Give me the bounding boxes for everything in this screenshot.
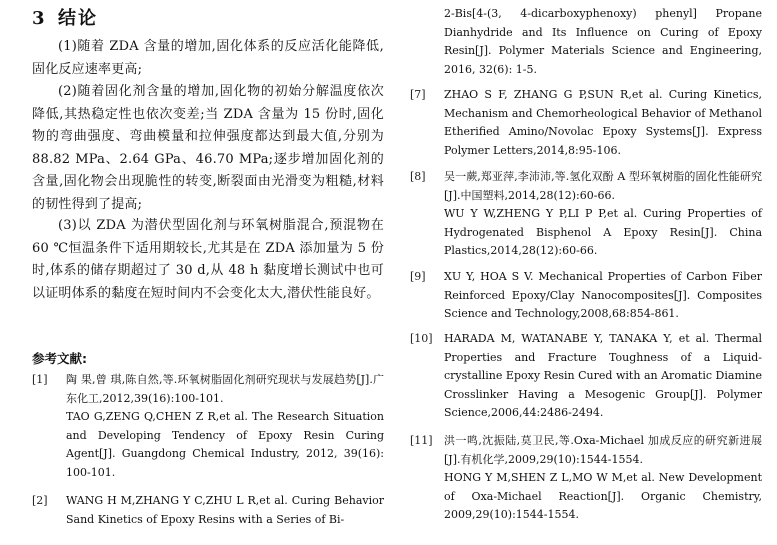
- section-title: 结论: [58, 8, 98, 29]
- reference-text: ZHAO S F, ZHANG G P,SUN R,et al. Curing Kinetics, Mechanism and Chemorheological Behavior of Methanol Etherified Amino/Novolac Epoxy Systems[J]. Express Polymer Letters,2014,8:95-106.: [444, 88, 762, 157]
- reference-8: [410, 168, 762, 261]
- reference-tag: [7]: [410, 88, 426, 101]
- reference-translation: HONG Y M,SHEN Z L,MO W M,et al. New Development of Oxa-Michael Reaction[J]. Organic Chemistry, 2009,29(10):1544-1554.: [444, 471, 762, 522]
- reference-11: [410, 432, 762, 525]
- reference-2: [32, 492, 384, 529]
- reference-tag: [2]: [32, 494, 48, 507]
- reference-tag: [8]: [410, 170, 426, 183]
- reference-text: 2-Bis[4-(3, 4-dicarboxyphenoxy) phenyl] Propane Dianhydride and Its Influence on Curing of Epoxy Resin[J]. Polymer Materials Science and Engineering, 2016, 32(6): 1-5.: [444, 7, 762, 76]
- section-heading: [32, 4, 98, 30]
- conclusion-paragraph-1: (1)随着 ZDA 含量的增加,固化体系的反应活化能降低,固化反应速率更高;: [32, 39, 384, 77]
- reference-9: [410, 268, 762, 324]
- reference-text: HARADA M, WATANABE Y, TANAKA Y, et al. Thermal Properties and Fracture Toughness of a Liquid-crystalline Epoxy Resin Cured with an Aromatic Diamine Crosslinker Having a Mesogenic Group[J]. Polymer Science,2006,44:2486-2494.: [444, 332, 762, 420]
- reference-text: 陶 果,曾 琪,陈自然,等.环氧树脂固化剂研究现状与发展趋势[J].广东化工,2012,39(16):100-101.: [66, 373, 384, 405]
- reference-text: 吴一蕨,郑亚萍,李沛沛,等.氢化双酚 A 型环氧树脂的固化性能研究[J].中国塑料,2014,28(12):60-66.: [444, 170, 762, 202]
- reference-10: [410, 330, 762, 423]
- conclusion-paragraph-2: (2)随着固化剂含量的增加,固化物的初始分解温度依次降低,其热稳定性也依次变差;当 ZDA 含量为 15 份时,固化物的弯曲强度、弯曲模量和拉伸强度都达到最大值,分别为 88.82 MPa、2.64 GPa、46.70 MPa;逐步增加固化剂的含量,固化物会出现脆性的转变,断裂面由光滑变为粗糙,材料的韧性得到了提高;: [32, 84, 384, 212]
- conclusion-paragraph-3: (3)以 ZDA 为潜伏型固化剂与环氧树脂混合,预混物在 60 ℃恒温条件下适用期较长,尤其是在 ZDA 添加量为 5 份时,体系的储存期超过了 30 d,从 48 h 黏度增长测试中也可以证明体系的黏度在短时间内不会变化太大,潜伏性能良好。: [32, 218, 384, 301]
- references-heading: 参考文献:: [32, 351, 87, 366]
- reference-tag: [9]: [410, 270, 426, 283]
- reference-1: [32, 371, 384, 483]
- reference-7: [410, 86, 762, 160]
- reference-translation: WU Y W,ZHENG Y P,LI P P,et al. Curing Properties of Hydrogenated Bisphenol A Epoxy Resin[J]. China Plastics,2014,28(12):60-66.: [444, 207, 762, 258]
- section-number: 3: [32, 8, 47, 29]
- reference-tag: [11]: [410, 434, 433, 447]
- reference-tag: [1]: [32, 373, 48, 386]
- reference-tag: [10]: [410, 332, 433, 345]
- reference-text: XU Y, HOA S V. Mechanical Properties of Carbon Fiber Reinforced Epoxy/Clay Nanocomposites[J]. Composites Science and Technology,2008,68:854-861.: [444, 270, 762, 321]
- reference-6-continued: [410, 5, 762, 79]
- reference-translation: TAO G,ZENG Q,CHEN Z R,et al. The Research Situation and Developing Tendency of Epoxy Resin Curing Agent[J]. Guangdong Chemical Industry, 2012, 39(16): 100-101.: [66, 410, 384, 479]
- reference-text: WANG H M,ZHANG Y C,ZHU L R,et al. Curing Behavior Sand Kinetics of Epoxy Resins with a Series of Bi-: [66, 494, 384, 526]
- reference-text: 洪一鸣,沈振陆,莫卫民,等.Oxa-Michael 加成反应的研究新进展[J].有机化学,2009,29(10):1544-1554.: [444, 434, 762, 466]
